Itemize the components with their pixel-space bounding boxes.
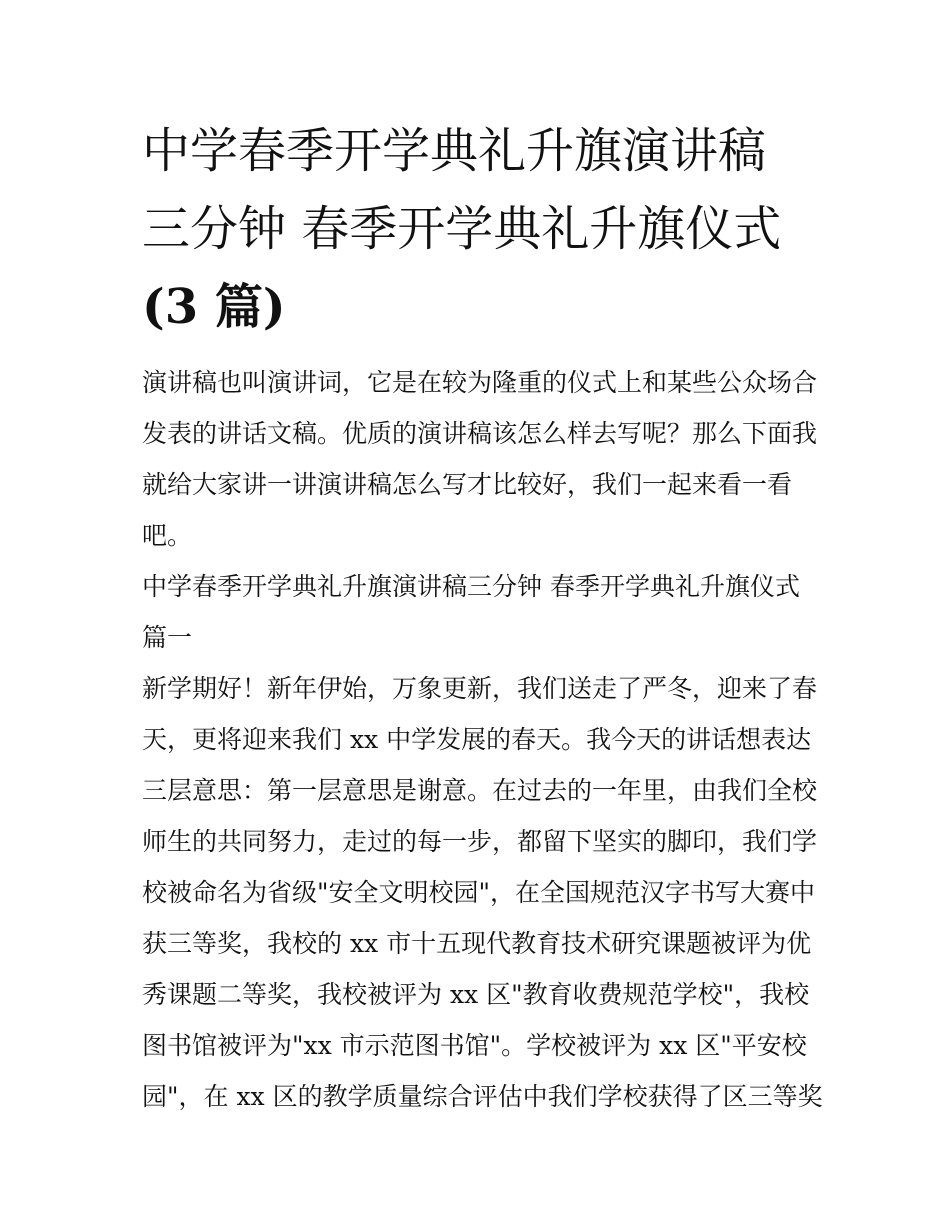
section-paragraph <box>142 663 822 1122</box>
title-line-2: 三分钟 春季开学典礼升旗仪式 <box>142 201 782 257</box>
intro-line: 吧。 <box>142 521 193 550</box>
section-line: 秀课题二等奖，我校被评为 xx 区"教育收费规范学校"，我校 <box>142 980 810 1009</box>
title-line-1: 中学春季开学典礼升旗演讲稿 <box>142 123 767 179</box>
section-line: 师生的共同努力，走过的每一步，都留下坚实的脚印，我们学 <box>142 827 818 856</box>
document-body <box>142 357 822 1122</box>
section-heading <box>142 561 822 663</box>
section-line: 图书馆被评为"xx 市示范图书馆"。学校被评为 xx 区"平安校 <box>142 1031 807 1060</box>
title-line-3: (3 篇) <box>142 279 286 335</box>
document-title <box>142 112 822 346</box>
intro-line: 就给大家讲一讲演讲稿怎么写才比较好，我们一起来看一看 <box>142 470 793 499</box>
section-heading-line: 中学春季开学典礼升旗演讲稿三分钟 春季开学典礼升旗仪式 <box>142 572 800 601</box>
intro-paragraph <box>142 357 822 561</box>
section-line: 获三等奖，我校的 xx 市十五现代教育技术研究课题被评为优 <box>142 929 812 958</box>
intro-line: 发表的讲话文稿。优质的演讲稿该怎么样去写呢？那么下面我 <box>142 419 818 448</box>
section-line: 校被命名为省级"安全文明校园"，在全国规范汉字书写大赛中 <box>142 878 816 907</box>
section-line: 天，更将迎来我们 xx 中学发展的春天。我今天的讲话想表达 <box>142 725 812 754</box>
section-line: 园"，在 xx 区的教学质量综合评估中我们学校获得了区三等奖 <box>142 1082 823 1111</box>
section-line: 新学期好！新年伊始，万象更新，我们送走了严冬，迎来了春 <box>142 674 818 703</box>
section-line: 三层意思：第一层意思是谢意。在过去的一年里，由我们全校 <box>142 776 818 805</box>
section-heading-line: 篇一 <box>142 623 193 652</box>
intro-line: 演讲稿也叫演讲词，它是在较为隆重的仪式上和某些公众场合 <box>142 368 818 397</box>
